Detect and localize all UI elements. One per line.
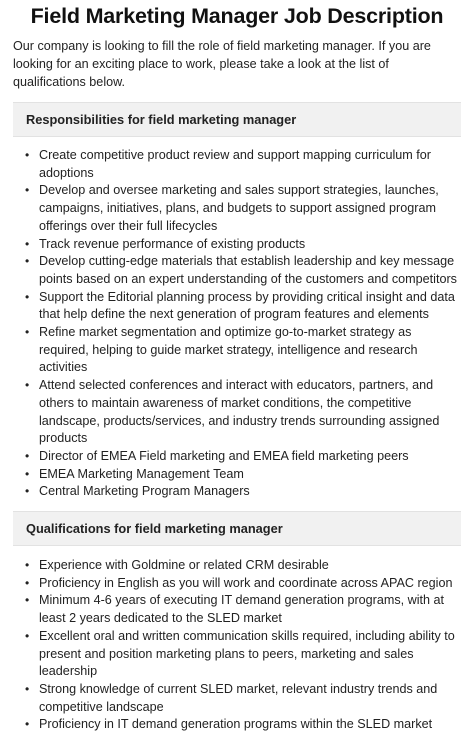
list-item: • Refine market segmentation and optimize go-to-market strategy as required, helping to guide market strategy, intelligence and research activities [25,325,418,375]
bullet-icon: • [25,558,30,573]
list-item: • Experience with Goldmine or related CRM desirable [23,557,457,575]
bullet-icon: • [25,183,30,198]
bullet-icon: • [25,681,30,696]
list-item: • Proficiency in English as you will work and coordinate across APAC region [23,575,457,593]
bullet-icon: • [25,325,30,340]
list-item: • Director of EMEA Field marketing and EMEA field marketing peers [23,448,457,466]
list-item: • Strong knowledge of current SLED market, relevant industry trends and competitive landscape [25,681,438,714]
bullet-icon: • [25,148,30,162]
list-item: • EMEA Marketing Management Team [23,466,457,484]
bullet-icon: • [25,593,30,608]
bullet-icon: • [25,378,30,393]
list-item: • Support the Editorial planning process by providing critical insight and data that help define the next generation of program features and elements [25,289,455,322]
bullet-icon: • [25,575,30,590]
qualifications-heading: Qualifications for field marketing manager [13,511,461,546]
intro-paragraph: Our company is looking to fill the role of field marketing manager. If you are looking for an exciting place to work, please take a look at the list of qualifications below. [13,39,431,89]
list-item: • Develop and oversee marketing and sales support strategies, launches, campaigns, initiatives, plans, and budgets to support assigned program offerings over their full lifecycles [25,183,439,233]
list-item: • Proficiency in IT demand generation programs within the SLED market [23,716,457,731]
bullet-icon: • [25,254,30,269]
list-item: • Minimum 4-6 years of executing IT demand generation programs, with at least 2 years dedicated to the SLED market [25,593,445,626]
list-item: • Attend selected conferences and interact with educators, partners, and others to maintain awareness of market conditions, the competitive landscape, products/services, and industry trends surrounding assigned products [25,378,440,446]
list-item: • Central Marketing Program Managers [23,483,457,501]
list-item: • Track revenue performance of existing products [23,236,457,254]
responsibilities-heading: Responsibilities for field marketing manager [13,102,461,137]
responsibilities-list [13,137,461,501]
bullet-icon: • [25,289,30,304]
page-title: Field Marketing Manager Job Description [30,4,444,28]
bullet-icon: • [25,466,30,481]
bullet-icon: • [25,628,30,643]
qualifications-list [13,546,461,731]
bullet-icon: • [25,484,30,499]
list-item: • Develop cutting-edge materials that establish leadership and key message points based on an expert understanding of the customers and competitors [25,254,457,286]
bullet-icon: • [25,448,30,463]
list-item: • Create competitive product review and support mapping curriculum for adoptions [25,148,431,180]
list-item: • Excellent oral and written communication skills required, including ability to present and position marketing plans to peers, marketing and sales leadership [25,628,455,679]
bullet-icon: • [25,236,30,251]
bullet-icon: • [25,717,30,731]
